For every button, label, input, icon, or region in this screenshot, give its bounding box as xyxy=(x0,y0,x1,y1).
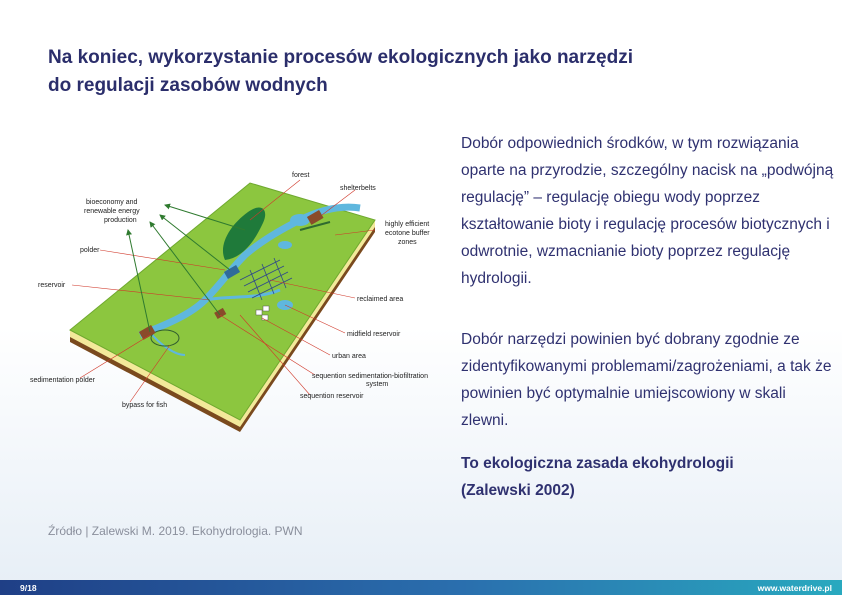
paragraph-nature-based-solutions: Dobór odpowiednich środków, w tym rozwiązania oparte na przyrodzie, szczególny nacisk na „podwójną regulację” – regulację obiegu wody poprzez kształtowanie bioty i regulację procesów biotycznych i odwrotnie, wzmacnianie bioty poprzez regulację hydrologii. xyxy=(461,135,834,287)
title-line-1: Na koniec, wykorzystanie procesów ekologicznych jako narzędzi xyxy=(48,47,633,68)
label-sedimentation-polder: sedimentation polder xyxy=(30,377,95,384)
label-bioeconomy-3: production xyxy=(104,217,137,224)
source-citation: Źródło | Zalewski M. 2019. Ekohydrologia. PWN xyxy=(48,524,303,538)
label-bioeconomy-2: renewable energy xyxy=(84,208,140,215)
label-forest: forest xyxy=(292,172,310,179)
label-ecotone-1: highly efficient xyxy=(385,221,430,228)
conclusion-line-1: To ekologiczna zasada ekohydrologii xyxy=(461,455,734,472)
label-shelterbelts: shelterbelts xyxy=(340,185,376,192)
label-polder: polder xyxy=(80,247,100,254)
label-bypass-for-fish: bypass for fish xyxy=(122,402,168,409)
conclusion xyxy=(461,450,836,504)
title-line-2: do regulacji zasobów wodnych xyxy=(48,75,328,96)
label-sequention-sbs-1: sequention sedimentation-biofiltration xyxy=(312,373,428,380)
label-bioeconomy-1: bioeconomy and xyxy=(86,199,138,206)
label-sequention-reservoir: sequention reservoir xyxy=(300,393,364,400)
label-reclaimed-area: reclaimed area xyxy=(357,296,404,303)
paragraph-tool-selection: Dobór narzędzi powinien być dobrany zgodnie ze zidentyfikowanymi problemami/zagrożeniami, a tak że powinien być optymalnie umiejscowiony w skali zlewni. xyxy=(461,331,832,429)
conclusion-line-2: (Zalewski 2002) xyxy=(461,482,575,499)
label-sequention-sbs-2: system xyxy=(366,381,389,388)
reservoir-small xyxy=(278,241,292,249)
slide-title xyxy=(48,44,748,100)
label-ecotone-2: ecotone buffer xyxy=(385,230,430,237)
page-number: 9/18 xyxy=(20,583,37,593)
website-link[interactable]: www.waterdrive.pl xyxy=(757,583,832,593)
label-reservoir: reservoir xyxy=(38,282,66,289)
label-midfield-reservoir: midfield reservoir xyxy=(347,331,401,338)
label-urban-area: urban area xyxy=(332,353,366,360)
footer-bar xyxy=(0,580,842,595)
label-ecotone-3: zones xyxy=(398,239,417,246)
reservoir-upper xyxy=(290,214,310,226)
ecohydrology-landscape-diagram xyxy=(0,150,450,440)
